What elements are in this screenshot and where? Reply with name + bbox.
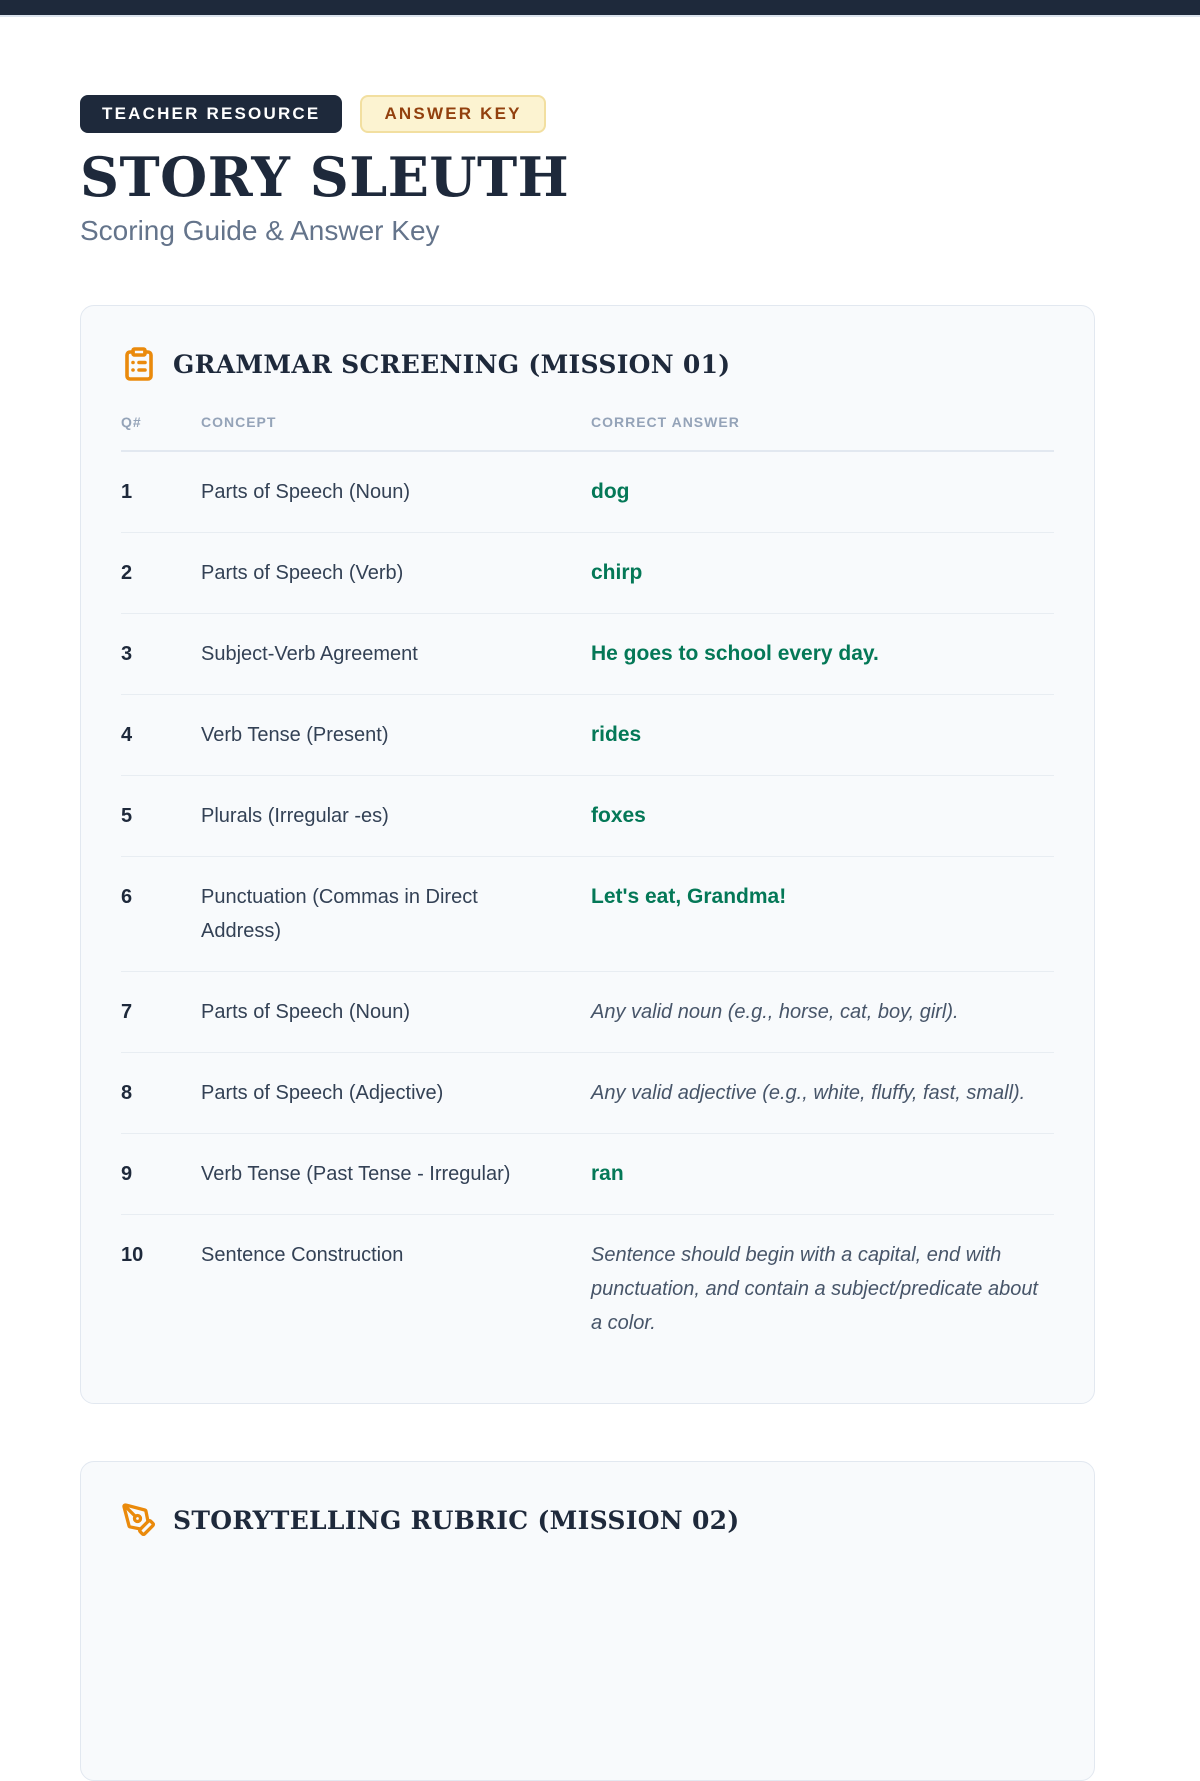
concept-cell: Verb Tense (Past Tense - Irregular) [201,1163,511,1186]
question-number: 8 [121,1082,133,1105]
concept-cell: Sentence Construction [201,1244,404,1267]
question-number: 10 [121,1244,144,1267]
concept-cell: Plurals (Irregular -es) [201,805,389,828]
column-header-correct-answer: CORRECT ANSWER [591,414,740,431]
page-title: STORY SLEUTH [80,145,570,209]
answer-cell: ran [591,1162,624,1186]
table-row [121,695,1054,776]
table-row [121,776,1054,857]
question-number: 6 [121,886,133,909]
teacher-resource-badge: TEACHER RESOURCE [80,95,342,133]
answer-cell: foxes [591,804,646,828]
table-row [121,1134,1054,1215]
answer-cell: chirp [591,561,643,585]
document-page [0,17,1200,1781]
answer-cell: Sentence should begin with a capital, end with punctuation, and contain a subject/predicate about a color. [591,1244,1038,1335]
question-number: 4 [121,724,133,747]
table-row [121,533,1054,614]
page-subtitle: Scoring Guide & Answer Key [80,215,440,247]
concept-cell: Parts of Speech (Adjective) [201,1082,444,1105]
column-header-concept: CONCEPT [201,414,277,431]
table-row [121,1215,1054,1363]
answer-cell: He goes to school every day. [591,642,879,666]
question-number: 2 [121,562,133,585]
answer-cell: Let's eat, Grandma! [591,885,787,909]
concept-cell: Parts of Speech (Noun) [201,481,410,504]
answer-cell: rides [591,723,642,747]
question-number: 1 [121,481,133,504]
table-row [121,614,1054,695]
grammar-screening-card [80,305,1095,1404]
table-row [121,1053,1054,1134]
rubric-section-heading: STORYTELLING RUBRIC (MISSION 02) [173,1505,740,1535]
top-bar [0,0,1200,17]
storytelling-rubric-card [80,1461,1095,1781]
grammar-card-header [121,346,1054,382]
answer-cell: dog [591,480,630,504]
answer-cell: Any valid noun (e.g., horse, cat, boy, girl). [591,1001,959,1024]
answer-key-badge: ANSWER KEY [360,95,545,133]
grammar-table-header [121,414,1054,452]
grammar-section-heading: GRAMMAR SCREENING (MISSION 01) [173,349,731,379]
concept-cell: Verb Tense (Present) [201,724,389,747]
rubric-card-header [121,1502,1054,1538]
pen-tool-icon [121,1502,157,1538]
badge-row [80,95,1120,133]
question-number: 3 [121,643,133,666]
clipboard-list-icon [121,346,157,382]
concept-cell: Punctuation (Commas in Direct Address) [201,886,478,943]
concept-cell: Parts of Speech (Noun) [201,1001,410,1024]
question-number: 5 [121,805,133,828]
table-row [121,452,1054,533]
question-number: 9 [121,1163,133,1186]
concept-cell: Subject-Verb Agreement [201,643,418,666]
table-row [121,972,1054,1053]
column-header-qnum: Q# [121,414,142,431]
grammar-table-body [121,452,1054,1363]
answer-cell: Any valid adjective (e.g., white, fluffy, fast, small). [591,1082,1026,1105]
question-number: 7 [121,1001,133,1024]
table-row [121,857,1054,972]
concept-cell: Parts of Speech (Verb) [201,562,404,585]
